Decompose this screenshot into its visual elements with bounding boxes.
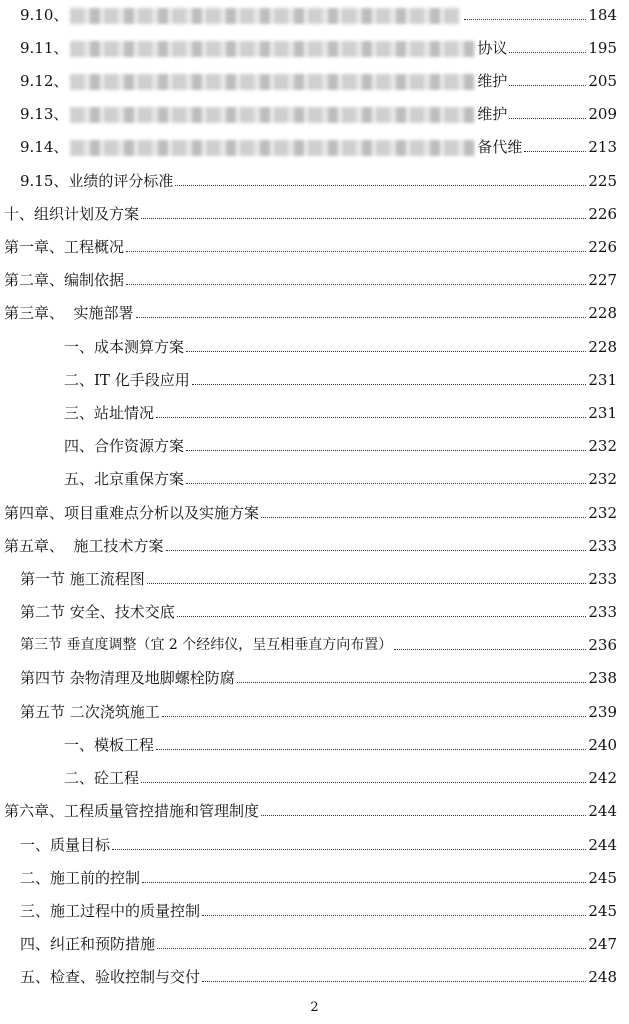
dot-leader [237,681,587,683]
dot-leader [186,449,586,451]
toc-entry-label: 9.14、 [20,138,69,156]
toc-entry-label: 十、组织计划及方案 [4,205,140,223]
toc-entry[interactable] [20,634,617,654]
toc-entry-page: 226 [588,238,617,256]
toc-entry-page: 236 [588,636,617,654]
toc-entry[interactable] [20,966,617,986]
toc-entry-label: 9.13、 [20,105,69,123]
toc-entry[interactable] [64,402,617,422]
toc-entry-label: 第一章、工程概况 [4,238,125,256]
toc-entry-label: 9.11、 [20,39,69,57]
redacted-text [70,8,460,24]
dot-leader [202,914,586,916]
toc-entry-page: 233 [588,603,617,621]
toc-entry-page: 244 [588,802,617,820]
toc-entry-page: 231 [588,371,617,389]
toc-entry-label: 三、施工过程中的质量控制 [20,902,201,920]
toc-entry[interactable] [20,667,617,687]
dot-leader [261,814,586,816]
toc-entry-page: 225 [588,172,617,190]
toc-entry-page: 238 [588,669,617,687]
dot-leader [142,881,586,883]
toc-entry-suffix: 协议 [477,39,508,57]
toc-entry-page: 228 [588,304,617,322]
toc-entry-page: 226 [588,205,617,223]
toc-entry-page: 227 [588,271,617,289]
toc-entry-label: 一、质量目标 [20,836,111,854]
toc-entry-page: 239 [588,703,617,721]
dot-leader [166,549,587,551]
toc-entry-label: 第二节 安全、技术交底 [20,603,175,621]
dot-leader [202,980,586,982]
toc-entry[interactable] [64,369,617,389]
toc-entry-page: 232 [588,437,617,455]
toc-entry-label: 第四节 杂物清理及地脚螺栓防腐 [20,669,235,687]
toc-entry-label: 第五章、 施工技术方案 [4,537,164,555]
toc-entry-suffix: 维护 [477,72,508,90]
toc-entry-label: 五、检查、验收控制与交付 [20,968,201,986]
toc-entry[interactable] [64,767,617,787]
dot-leader [192,383,587,385]
toc-entry-suffix: 维护 [477,105,508,123]
dot-leader [112,848,586,850]
redacted-text [70,107,475,123]
toc-entry-label: 一、模板工程 [64,736,155,754]
toc-entry-label: 第一节 施工流程图 [20,570,145,588]
toc-entry-label: 第五节 二次浇筑施工 [20,703,160,721]
dot-leader [464,18,586,20]
dot-leader [394,648,586,650]
toc-entry-label: 9.12、 [20,72,69,90]
toc-entry-page: 209 [588,105,617,123]
toc-entry-page: 232 [588,470,617,488]
toc-entry-page: 205 [588,72,617,90]
toc-entry-page: 213 [588,138,617,156]
toc-entry[interactable] [20,103,617,123]
dot-leader [186,482,586,484]
toc-entry-label: 四、合作资源方案 [64,437,185,455]
toc-entry-page: 240 [588,736,617,754]
redacted-text [70,74,475,90]
toc-entry[interactable] [20,4,617,24]
toc-entry[interactable] [20,601,617,621]
toc-entry[interactable] [4,302,617,322]
dot-leader [141,217,586,219]
toc-entry[interactable] [64,435,617,455]
dot-leader [186,350,586,352]
toc-entry-page: 248 [588,968,617,986]
dot-leader [157,947,586,949]
toc-entry-page: 245 [588,902,617,920]
toc-entry-page: 242 [588,769,617,787]
toc-entry-label: 第三节 垂直度调整（宜 2 个经纬仪，呈互相垂直方向布置） [20,637,393,653]
toc-entry-page: 233 [588,570,617,588]
toc-entry[interactable] [4,236,617,256]
toc-entry[interactable] [20,136,617,156]
toc-entry-label: 9.10、 [20,6,69,24]
dot-leader [141,781,586,783]
dot-leader [261,516,586,518]
dot-leader [126,250,586,252]
toc-entry[interactable] [4,535,617,555]
toc-entry[interactable] [20,867,617,887]
page-number: 2 [310,1000,319,1015]
dot-leader [156,416,586,418]
toc-entry-page: 233 [588,537,617,555]
dot-leader [509,51,586,53]
toc-entry[interactable] [20,834,617,854]
toc-entry[interactable] [20,900,617,920]
toc-entry[interactable] [4,502,617,522]
dot-leader [147,582,587,584]
toc-entry[interactable] [64,336,617,356]
toc-entry-label: 一、成本测算方案 [64,338,185,356]
toc-entry[interactable] [4,203,617,223]
toc-entry-label: 二、施工前的控制 [20,869,141,887]
toc-entry-label: 四、纠正和预防措施 [20,935,156,953]
toc-entry-label: 第六章、工程质量管控措施和管理制度 [4,802,260,820]
toc-entry-label: 第四章、项目重难点分析以及实施方案 [4,504,260,522]
toc-entry-page: 228 [588,338,617,356]
dot-leader [126,283,586,285]
dot-leader [136,316,587,318]
toc-entry-page: 247 [588,935,617,953]
toc-entry-label: 9.15、业绩的评分标准 [20,172,174,190]
toc-entry[interactable] [4,800,617,820]
dot-leader [156,748,586,750]
redacted-text [70,140,475,156]
toc-entry-page: 245 [588,869,617,887]
toc-entry-suffix: 备代维 [477,138,523,156]
toc-entry[interactable] [20,170,617,190]
toc-entry-page: 231 [588,404,617,422]
toc-entry[interactable] [64,734,617,754]
dot-leader [509,117,586,119]
toc-entry[interactable] [20,70,617,90]
toc-entry-label: 三、站址情况 [64,404,155,422]
dot-leader [524,150,586,152]
redacted-text [70,41,475,57]
toc-entry-label: 二、IT 化手段应用 [64,371,190,389]
toc-entry-label: 第三章、 实施部署 [4,304,134,322]
dot-leader [509,84,586,86]
toc-entry-label: 第二章、编制依据 [4,271,125,289]
toc-entry[interactable] [64,468,617,488]
toc-entry[interactable] [20,701,617,721]
toc-entry[interactable] [4,269,617,289]
dot-leader [162,715,587,717]
toc-entry-page: 184 [588,6,617,24]
toc-entry-page: 195 [588,39,617,57]
dot-leader [177,615,587,617]
dot-leader [175,184,586,186]
toc-entry-label: 五、北京重保方案 [64,470,185,488]
toc-entry-label: 二、砼工程 [64,769,140,787]
toc-entry-page: 244 [588,836,617,854]
toc-entry[interactable] [20,37,617,57]
toc-entry-page: 232 [588,504,617,522]
toc-entry[interactable] [20,933,617,953]
toc-entry[interactable] [20,568,617,588]
